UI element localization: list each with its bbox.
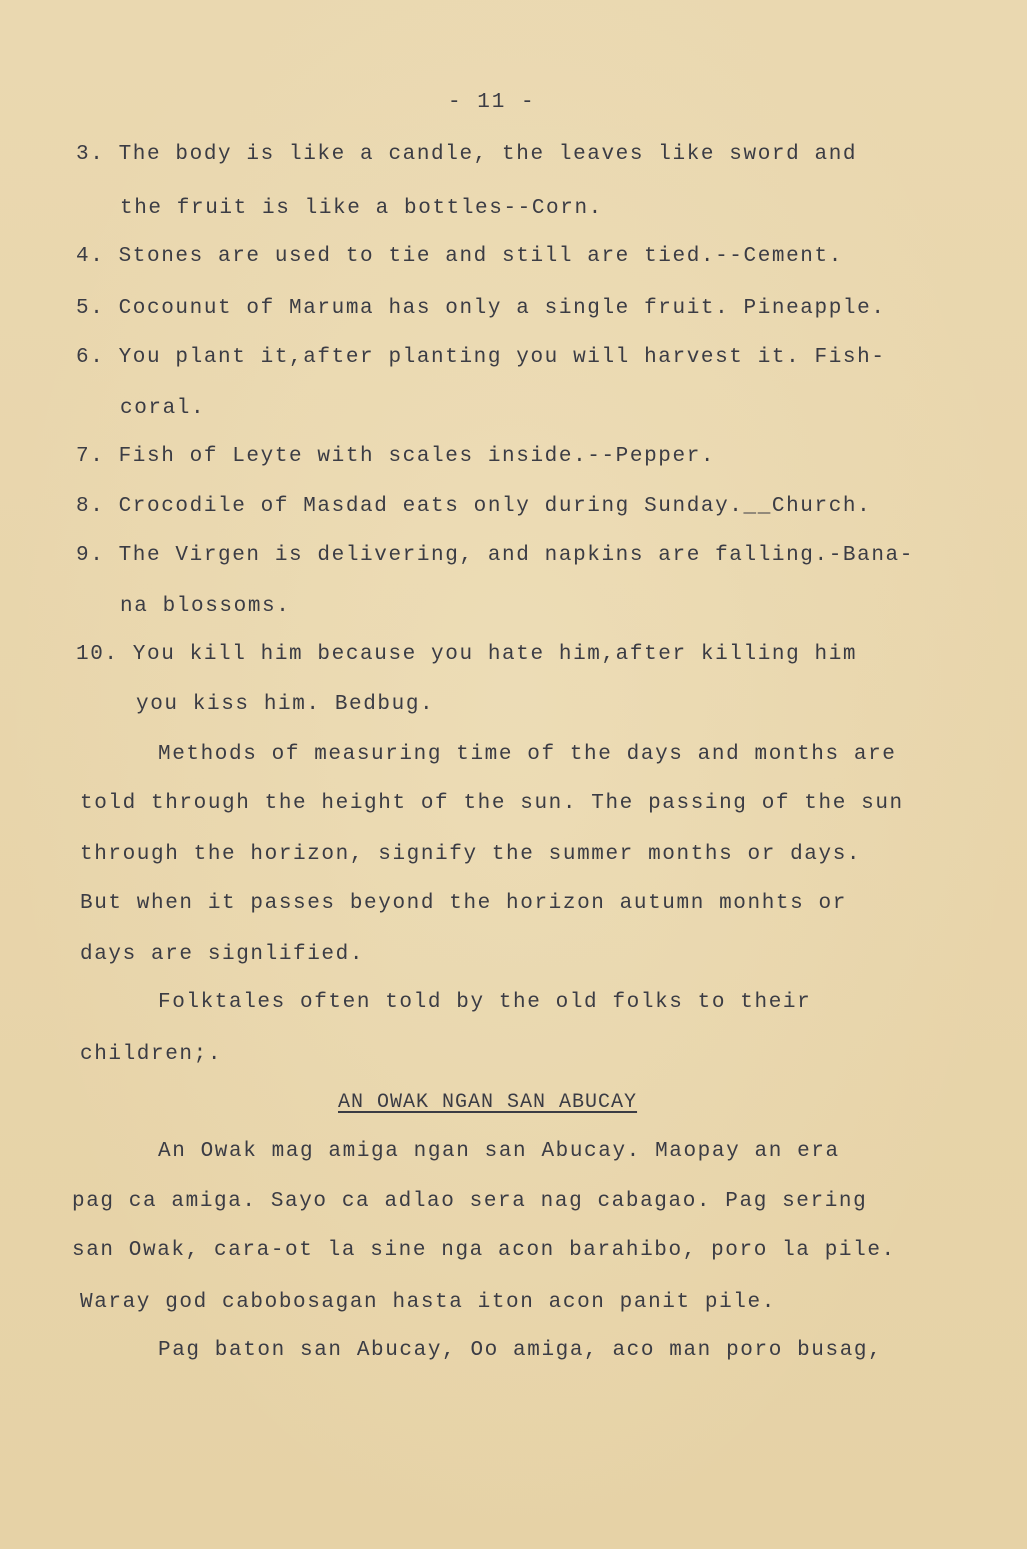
riddle-3-line-2: the fruit is like a bottles--Corn. — [120, 197, 603, 220]
time-paragraph-line-5: days are signlified. — [80, 943, 365, 966]
story-para1-line-2: pag ca amiga. Sayo ca adlao sera nag cabagao. Pag sering — [72, 1190, 868, 1213]
riddle-5: 5. Cocounut of Maruma has only a single fruit. Pineapple. — [76, 297, 886, 320]
riddle-10-line-2: you kiss him. Bedbug. — [136, 693, 435, 716]
story-para1-line-3: san Owak, cara-ot la sine nga acon barahibo, poro la pile. — [72, 1239, 896, 1262]
time-paragraph-line-1: Methods of measuring time of the days and months are — [158, 743, 897, 766]
story-title: AN OWAK NGAN SAN ABUCAY — [338, 1091, 638, 1114]
story-para2-line-1: Pag baton san Abucay, Oo amiga, aco man poro busag, — [158, 1339, 883, 1362]
time-paragraph-line-3: through the horizon, signify the summer months or days. — [80, 843, 862, 866]
time-paragraph-line-4: But when it passes beyond the horizon autumn monhts or — [80, 892, 847, 915]
riddle-9-line-1: 9. The Virgen is delivering, and napkins are falling.-Bana- — [76, 544, 914, 567]
story-para1-line-4: Waray god cabobosagan hasta iton acon panit pile. — [80, 1291, 776, 1314]
riddle-9-line-2: na blossoms. — [120, 595, 291, 618]
folktales-line-1: Folktales often told by the old folks to their — [158, 991, 812, 1014]
riddle-3-line-1: 3. The body is like a candle, the leaves like sword and — [76, 143, 858, 166]
riddle-4: 4. Stones are used to tie and still are tied.--Cement. — [76, 245, 843, 268]
riddle-10-line-1: 10. You kill him because you hate him,after killing him — [76, 643, 858, 666]
page-number: - 11 - — [448, 91, 536, 114]
time-paragraph-line-2: told through the height of the sun. The passing of the sun — [80, 792, 904, 815]
riddle-8: 8. Crocodile of Masdad eats only during Sunday.__Church. — [76, 495, 872, 518]
riddle-7: 7. Fish of Leyte with scales inside.--Pepper. — [76, 445, 716, 468]
folktales-line-2: children;. — [80, 1043, 223, 1066]
riddle-6-line-2: coral. — [120, 397, 206, 420]
story-para1-line-1: An Owak mag amiga ngan san Abucay. Maopay an era — [158, 1140, 840, 1163]
riddle-6-line-1: 6. You plant it,after planting you will harvest it. Fish- — [76, 346, 886, 369]
